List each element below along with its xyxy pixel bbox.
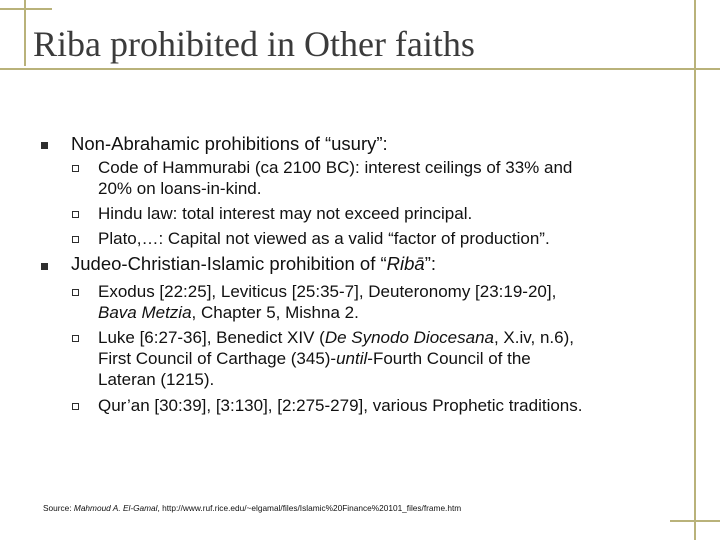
source-citation <box>43 503 461 513</box>
until-italic: until <box>336 349 368 368</box>
bullet-2-sub-1-line-2-post: , Chapter 5, Mishna 2. <box>191 303 359 322</box>
hollow-square-bullet-icon <box>72 236 79 243</box>
bava-metzia-italic: Bava Metzia <box>98 303 192 322</box>
bullet-1-text: Non-Abrahamic prohibitions of “usury”: <box>71 133 388 154</box>
bullet-2-text-pre: Judeo-Christian-Islamic prohibition of “ <box>71 253 387 274</box>
hollow-square-bullet-icon <box>72 211 79 218</box>
bullet-1-sub-2: Hindu law: total interest may not exceed principal. <box>98 204 473 223</box>
bullet-1-sub-3: Plato,…: Capital not viewed as a valid “factor of production”. <box>98 229 550 248</box>
source-url: , http://www.ruf.rice.edu/~elgamal/files/Islamic%20Finance%20101_files/frame.htm <box>157 503 462 513</box>
bullet-2-text-italic: Ribā <box>386 253 425 274</box>
bullet-2-text <box>71 253 436 274</box>
hollow-square-bullet-icon <box>72 403 79 410</box>
frame-line-right <box>694 0 696 540</box>
bullet-2-sub-1-line-2 <box>98 302 359 323</box>
bullet-2-sub-1-line-1: Exodus [22:25], Leviticus [25:35-7], Deuteronomy [23:19-20], <box>98 282 557 301</box>
bullet-2-sub-2-line-2-pre: First Council of Carthage (345)- <box>98 349 337 368</box>
bullet-2-sub-3: Qur’an [30:39], [3:130], [2:275-279], various Prophetic traditions. <box>98 396 583 415</box>
de-synodo-italic: De Synodo Diocesana <box>324 328 494 347</box>
hollow-square-bullet-icon <box>72 335 79 342</box>
hollow-square-bullet-icon <box>72 289 79 296</box>
frame-line-left <box>24 0 26 66</box>
source-author: Mahmoud A. El-Gamal <box>73 503 158 513</box>
bullet-2-sub-2-line-1-pre: Luke [6:27-36], Benedict XIV ( <box>98 328 325 347</box>
bullet-1-sub-1-line-2: 20% on loans-in-kind. <box>98 179 262 198</box>
bullet-2-sub-2-line-1-post: , X.iv, n.6), <box>493 328 574 347</box>
bullet-2-sub-2-line-3: Lateran (1215). <box>98 370 215 389</box>
bullet-2-sub-2-line-2 <box>98 348 531 369</box>
square-bullet-icon <box>41 142 48 149</box>
slide-title: Riba prohibited in Other faiths <box>33 24 475 64</box>
frame-line-top <box>0 8 52 10</box>
source-prefix: Source: <box>43 503 74 513</box>
bullet-2-sub-2-line-2-post: -Fourth Council of the <box>367 349 531 368</box>
title-underline <box>0 68 720 70</box>
frame-line-bottom <box>670 520 720 522</box>
hollow-square-bullet-icon <box>72 165 79 172</box>
bullet-2-sub-2-line-1 <box>98 327 574 348</box>
bullet-1-sub-1-line-1: Code of Hammurabi (ca 2100 BC): interest ceilings of 33% and <box>98 158 573 177</box>
bullet-2-text-post: ”: <box>424 253 437 274</box>
square-bullet-icon <box>41 263 48 270</box>
